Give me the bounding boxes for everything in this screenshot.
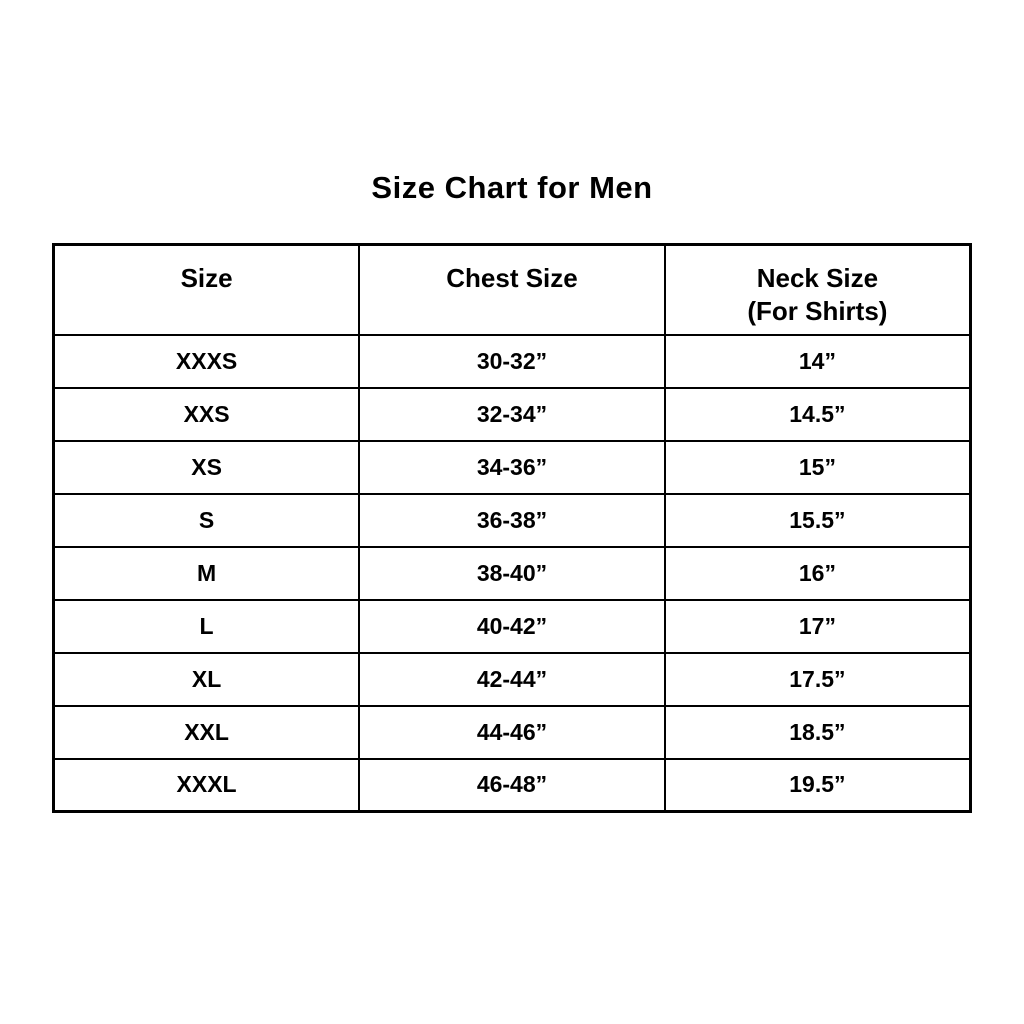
neck-cell: 16” bbox=[665, 547, 971, 600]
size-cell: XXL bbox=[54, 706, 360, 759]
size-cell: XS bbox=[54, 441, 360, 494]
table-row bbox=[54, 600, 971, 653]
table-row bbox=[54, 388, 971, 441]
column-header-label: Chest Size bbox=[446, 263, 578, 293]
chest-cell: 46-48” bbox=[359, 759, 665, 812]
size-cell: M bbox=[54, 547, 360, 600]
size-cell: XL bbox=[54, 653, 360, 706]
column-header-sublabel: (For Shirts) bbox=[747, 295, 888, 326]
column-header-label: Neck Size bbox=[756, 263, 879, 293]
neck-cell: 15.5” bbox=[665, 494, 971, 547]
column-header-neck-size bbox=[665, 245, 971, 335]
column-header-chest-size bbox=[359, 245, 665, 335]
neck-cell: 15” bbox=[665, 441, 971, 494]
column-header-size bbox=[54, 245, 360, 335]
chest-cell: 38-40” bbox=[359, 547, 665, 600]
size-cell: XXXS bbox=[54, 335, 360, 388]
chest-cell: 30-32” bbox=[359, 335, 665, 388]
neck-cell: 17.5” bbox=[665, 653, 971, 706]
chest-cell: 32-34” bbox=[359, 388, 665, 441]
neck-cell: 14” bbox=[665, 335, 971, 388]
table-row bbox=[54, 759, 971, 812]
chest-cell: 40-42” bbox=[359, 600, 665, 653]
table-row bbox=[54, 335, 971, 388]
table-row bbox=[54, 706, 971, 759]
table-row bbox=[54, 494, 971, 547]
header-row bbox=[54, 245, 971, 335]
size-cell: S bbox=[54, 494, 360, 547]
table-body bbox=[54, 335, 971, 812]
neck-cell: 17” bbox=[665, 600, 971, 653]
neck-cell: 19.5” bbox=[665, 759, 971, 812]
size-cell: XXXL bbox=[54, 759, 360, 812]
chest-cell: 44-46” bbox=[359, 706, 665, 759]
chest-cell: 42-44” bbox=[359, 653, 665, 706]
size-chart-table bbox=[52, 243, 972, 813]
neck-cell: 14.5” bbox=[665, 388, 971, 441]
table-row bbox=[54, 653, 971, 706]
column-header-label: Size bbox=[180, 263, 233, 293]
size-cell: XXS bbox=[54, 388, 360, 441]
size-cell: L bbox=[54, 600, 360, 653]
table-row bbox=[54, 441, 971, 494]
neck-cell: 18.5” bbox=[665, 706, 971, 759]
table-row bbox=[54, 547, 971, 600]
table-header bbox=[54, 245, 971, 335]
chest-cell: 36-38” bbox=[359, 494, 665, 547]
page-title: Size Chart for Men bbox=[371, 170, 653, 205]
chest-cell: 34-36” bbox=[359, 441, 665, 494]
